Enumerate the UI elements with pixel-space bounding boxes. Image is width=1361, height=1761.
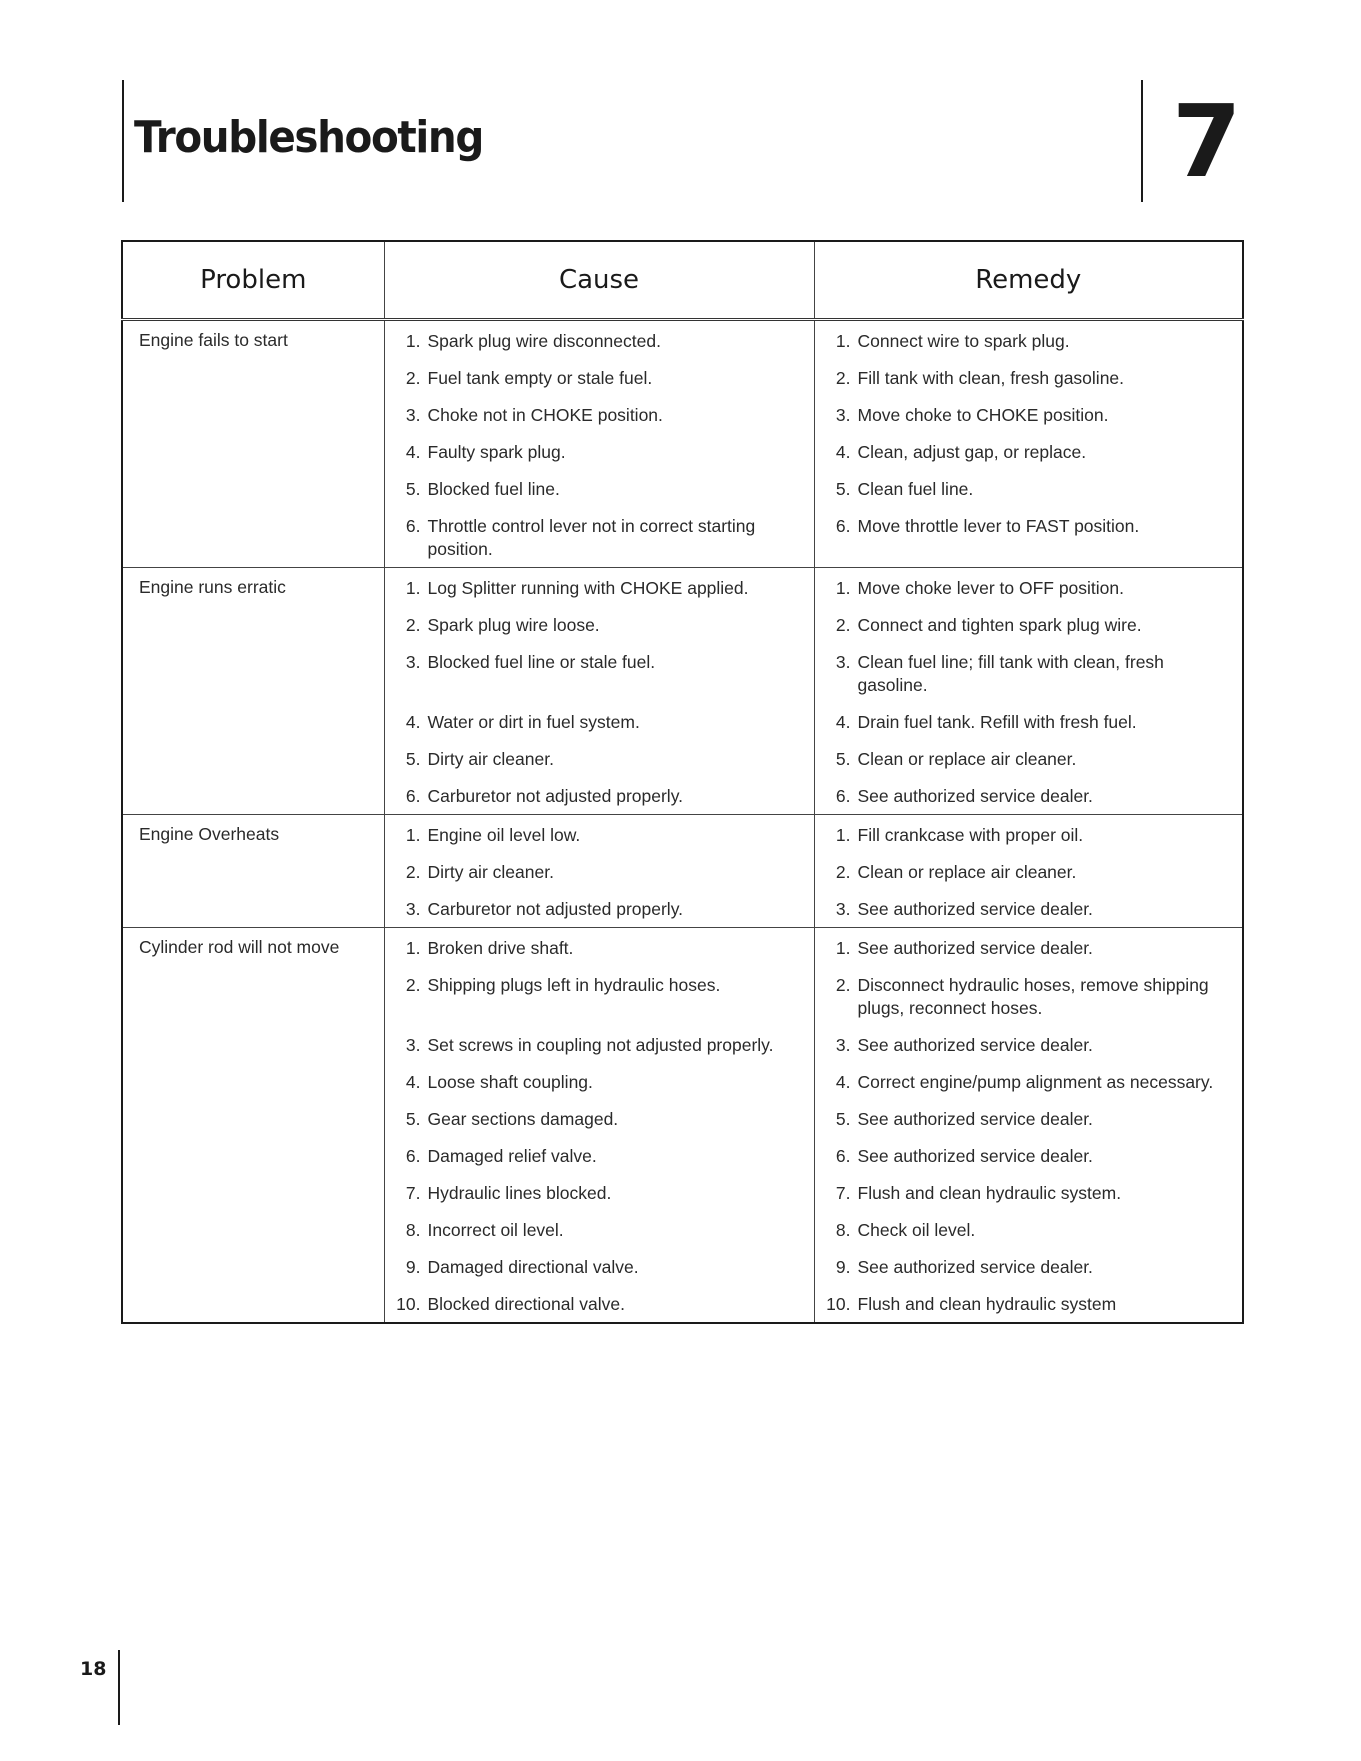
list-item bbox=[815, 1071, 1235, 1094]
list-item bbox=[385, 1256, 806, 1279]
item-number: 3. bbox=[405, 1035, 421, 1055]
cause-text: Engine oil level low. bbox=[427, 825, 581, 845]
item-number: 6. bbox=[405, 786, 421, 806]
cause-text: Faulty spark plug. bbox=[427, 442, 566, 462]
remedy-text: Clean fuel line. bbox=[857, 479, 974, 499]
remedy-text: Flush and clean hydraulic system. bbox=[857, 1183, 1122, 1203]
item-number: 2. bbox=[405, 615, 421, 635]
cause-cell bbox=[384, 815, 814, 928]
item-number: 9. bbox=[835, 1257, 851, 1277]
problem-text: Engine fails to start bbox=[139, 330, 288, 350]
remedy-list bbox=[815, 568, 1243, 814]
cause-text: Dirty air cleaner. bbox=[427, 862, 554, 882]
item-number: 10. bbox=[396, 1294, 421, 1314]
cause-text: Spark plug wire loose. bbox=[427, 615, 600, 635]
remedy-text: Clean or replace air cleaner. bbox=[857, 862, 1077, 882]
cause-text: Blocked fuel line or stale fuel. bbox=[427, 652, 656, 672]
item-number: 6. bbox=[835, 516, 851, 536]
cause-text: Gear sections damaged. bbox=[427, 1109, 619, 1129]
remedy-text: Clean or replace air cleaner. bbox=[857, 749, 1077, 769]
problem-cell bbox=[122, 815, 384, 928]
cause-text: Incorrect oil level. bbox=[427, 1220, 564, 1240]
list-item bbox=[815, 898, 1235, 921]
list-item bbox=[385, 577, 806, 600]
cause-cell bbox=[384, 928, 814, 1324]
cause-text: Carburetor not adjusted properly. bbox=[427, 899, 684, 919]
item-number: 1. bbox=[405, 938, 421, 958]
remedy-text: See authorized service dealer. bbox=[857, 938, 1093, 958]
remedy-cell bbox=[814, 320, 1243, 568]
item-number: 2. bbox=[835, 368, 851, 388]
cause-text: Shipping plugs left in hydraulic hoses. bbox=[427, 975, 721, 995]
problem-text: Engine runs erratic bbox=[139, 577, 286, 597]
item-number: 2. bbox=[835, 975, 851, 995]
problem-text: Cylinder rod will not move bbox=[139, 937, 340, 957]
list-item bbox=[815, 748, 1235, 771]
cause-text: Choke not in CHOKE position. bbox=[427, 405, 663, 425]
cause-text: Blocked fuel line. bbox=[427, 479, 560, 499]
list-item bbox=[385, 478, 806, 501]
remedy-cell bbox=[814, 928, 1243, 1324]
header-problem: Problem bbox=[122, 241, 384, 320]
remedy-text: Fill crankcase with proper oil. bbox=[857, 825, 1084, 845]
list-item bbox=[385, 515, 806, 561]
item-number: 3. bbox=[405, 652, 421, 672]
table-body bbox=[122, 320, 1243, 1324]
item-number: 8. bbox=[405, 1220, 421, 1240]
list-item bbox=[385, 330, 806, 353]
list-item bbox=[385, 748, 806, 771]
item-number: 2. bbox=[835, 862, 851, 882]
table-row bbox=[122, 928, 1243, 1324]
list-item bbox=[385, 898, 806, 921]
remedy-text: Connect wire to spark plug. bbox=[857, 331, 1070, 351]
remedy-text: Move throttle lever to FAST position. bbox=[857, 516, 1140, 536]
list-item bbox=[815, 1182, 1235, 1205]
list-item bbox=[385, 824, 806, 847]
remedy-cell bbox=[814, 815, 1243, 928]
cause-text: Broken drive shaft. bbox=[427, 938, 574, 958]
remedy-text: See authorized service dealer. bbox=[857, 899, 1093, 919]
list-item bbox=[385, 1219, 806, 1242]
list-item bbox=[385, 785, 806, 808]
item-number: 5. bbox=[405, 749, 421, 769]
troubleshooting-table bbox=[121, 240, 1244, 1324]
remedy-text: Clean, adjust gap, or replace. bbox=[857, 442, 1087, 462]
table-row bbox=[122, 320, 1243, 568]
list-item bbox=[385, 937, 806, 960]
list-item bbox=[385, 404, 806, 427]
item-number: 5. bbox=[835, 749, 851, 769]
cause-text: Throttle control lever not in correct starting position. bbox=[427, 516, 756, 559]
cause-text: Log Splitter running with CHOKE applied. bbox=[427, 578, 749, 598]
list-item bbox=[385, 1034, 806, 1057]
remedy-text: See authorized service dealer. bbox=[857, 1035, 1093, 1055]
cause-text: Dirty air cleaner. bbox=[427, 749, 554, 769]
list-item bbox=[385, 711, 806, 734]
list-item bbox=[815, 1293, 1235, 1316]
page-number-rule bbox=[118, 1650, 120, 1725]
remedy-text: Move choke to CHOKE position. bbox=[857, 405, 1109, 425]
cause-text: Spark plug wire disconnected. bbox=[427, 331, 661, 351]
remedy-list bbox=[815, 928, 1243, 1322]
item-number: 2. bbox=[405, 862, 421, 882]
cause-text: Damaged relief valve. bbox=[427, 1146, 597, 1166]
remedy-text: See authorized service dealer. bbox=[857, 1109, 1093, 1129]
item-number: 4. bbox=[405, 442, 421, 462]
list-item bbox=[815, 1219, 1235, 1242]
remedy-text: Clean fuel line; fill tank with clean, fresh gasoline. bbox=[857, 652, 1164, 695]
list-item bbox=[385, 614, 806, 637]
list-item bbox=[815, 577, 1235, 600]
header-remedy: Remedy bbox=[814, 241, 1243, 320]
item-number: 6. bbox=[405, 1146, 421, 1166]
item-number: 3. bbox=[405, 899, 421, 919]
cause-text: Damaged directional valve. bbox=[427, 1257, 639, 1277]
problem-cell bbox=[122, 568, 384, 815]
cause-cell bbox=[384, 320, 814, 568]
page-title: Troubleshooting bbox=[134, 112, 483, 163]
list-item bbox=[385, 861, 806, 884]
remedy-text: Fill tank with clean, fresh gasoline. bbox=[857, 368, 1125, 388]
header-cause: Cause bbox=[384, 241, 814, 320]
remedy-text: Correct engine/pump alignment as necessary. bbox=[857, 1072, 1214, 1092]
remedy-text: Connect and tighten spark plug wire. bbox=[857, 615, 1142, 635]
list-item bbox=[815, 1256, 1235, 1279]
item-number: 1. bbox=[835, 331, 851, 351]
list-item bbox=[815, 614, 1235, 637]
list-item bbox=[385, 1071, 806, 1094]
remedy-text: Drain fuel tank. Refill with fresh fuel. bbox=[857, 712, 1137, 732]
list-item bbox=[815, 330, 1235, 353]
list-item bbox=[815, 861, 1235, 884]
cause-text: Loose shaft coupling. bbox=[427, 1072, 593, 1092]
problem-cell bbox=[122, 928, 384, 1324]
remedy-text: See authorized service dealer. bbox=[857, 786, 1093, 806]
item-number: 1. bbox=[835, 578, 851, 598]
troubleshooting-table-wrap bbox=[121, 240, 1242, 1324]
item-number: 1. bbox=[405, 578, 421, 598]
cause-list bbox=[385, 568, 814, 814]
item-number: 5. bbox=[405, 1109, 421, 1129]
list-item bbox=[815, 711, 1235, 734]
item-number: 3. bbox=[835, 652, 851, 672]
item-number: 5. bbox=[835, 1109, 851, 1129]
item-number: 2. bbox=[405, 975, 421, 995]
list-item bbox=[385, 367, 806, 390]
problem-text: Engine Overheats bbox=[139, 824, 280, 844]
cause-text: Set screws in coupling not adjusted properly. bbox=[427, 1035, 774, 1055]
item-number: 1. bbox=[835, 938, 851, 958]
cause-text: Hydraulic lines blocked. bbox=[427, 1183, 612, 1203]
item-number: 3. bbox=[405, 405, 421, 425]
item-number: 1. bbox=[405, 331, 421, 351]
list-item bbox=[815, 785, 1235, 808]
chapter-rule bbox=[1141, 80, 1143, 202]
remedy-text: See authorized service dealer. bbox=[857, 1257, 1093, 1277]
item-number: 10. bbox=[826, 1294, 851, 1314]
list-item bbox=[815, 367, 1235, 390]
list-item bbox=[385, 1108, 806, 1131]
remedy-cell bbox=[814, 568, 1243, 815]
remedy-list bbox=[815, 815, 1243, 927]
remedy-text: Flush and clean hydraulic system bbox=[857, 1294, 1117, 1314]
cause-text: Fuel tank empty or stale fuel. bbox=[427, 368, 653, 388]
remedy-text: Move choke lever to OFF position. bbox=[857, 578, 1124, 598]
list-item bbox=[815, 651, 1235, 697]
item-number: 4. bbox=[835, 712, 851, 732]
list-item bbox=[385, 441, 806, 464]
item-number: 4. bbox=[405, 1072, 421, 1092]
item-number: 2. bbox=[835, 615, 851, 635]
remedy-list bbox=[815, 321, 1243, 567]
item-number: 7. bbox=[835, 1183, 851, 1203]
page-number: 18 bbox=[80, 1658, 107, 1680]
table-header-row bbox=[122, 241, 1243, 320]
cause-list bbox=[385, 928, 814, 1322]
list-item bbox=[385, 1182, 806, 1205]
list-item bbox=[815, 404, 1235, 427]
remedy-text: Check oil level. bbox=[857, 1220, 976, 1240]
item-number: 8. bbox=[835, 1220, 851, 1240]
problem-cell bbox=[122, 320, 384, 568]
title-rule-left bbox=[122, 80, 124, 202]
item-number: 4. bbox=[835, 1072, 851, 1092]
list-item bbox=[815, 937, 1235, 960]
item-number: 9. bbox=[405, 1257, 421, 1277]
list-item bbox=[815, 974, 1235, 1020]
list-item bbox=[815, 1108, 1235, 1131]
cause-text: Blocked directional valve. bbox=[427, 1294, 625, 1314]
list-item bbox=[815, 515, 1235, 561]
item-number: 6. bbox=[835, 786, 851, 806]
list-item bbox=[815, 1145, 1235, 1168]
chapter-number: 7 bbox=[1172, 83, 1242, 200]
list-item bbox=[385, 1293, 806, 1316]
item-number: 1. bbox=[835, 825, 851, 845]
item-number: 2. bbox=[405, 368, 421, 388]
list-item bbox=[815, 478, 1235, 501]
list-item bbox=[385, 974, 806, 1020]
item-number: 4. bbox=[835, 442, 851, 462]
cause-list bbox=[385, 321, 814, 567]
cause-text: Water or dirt in fuel system. bbox=[427, 712, 640, 732]
item-number: 3. bbox=[835, 899, 851, 919]
item-number: 4. bbox=[405, 712, 421, 732]
table-row bbox=[122, 815, 1243, 928]
cause-list bbox=[385, 815, 814, 927]
item-number: 6. bbox=[835, 1146, 851, 1166]
list-item bbox=[815, 824, 1235, 847]
list-item bbox=[385, 1145, 806, 1168]
cause-text: Carburetor not adjusted properly. bbox=[427, 786, 684, 806]
item-number: 5. bbox=[835, 479, 851, 499]
item-number: 3. bbox=[835, 1035, 851, 1055]
remedy-text: Disconnect hydraulic hoses, remove shipping plugs, reconnect hoses. bbox=[857, 975, 1209, 1018]
item-number: 6. bbox=[405, 516, 421, 536]
list-item bbox=[815, 1034, 1235, 1057]
list-item bbox=[815, 441, 1235, 464]
cause-cell bbox=[384, 568, 814, 815]
item-number: 1. bbox=[405, 825, 421, 845]
item-number: 3. bbox=[835, 405, 851, 425]
item-number: 7. bbox=[405, 1183, 421, 1203]
list-item bbox=[385, 651, 806, 697]
table-row bbox=[122, 568, 1243, 815]
item-number: 5. bbox=[405, 479, 421, 499]
remedy-text: See authorized service dealer. bbox=[857, 1146, 1093, 1166]
